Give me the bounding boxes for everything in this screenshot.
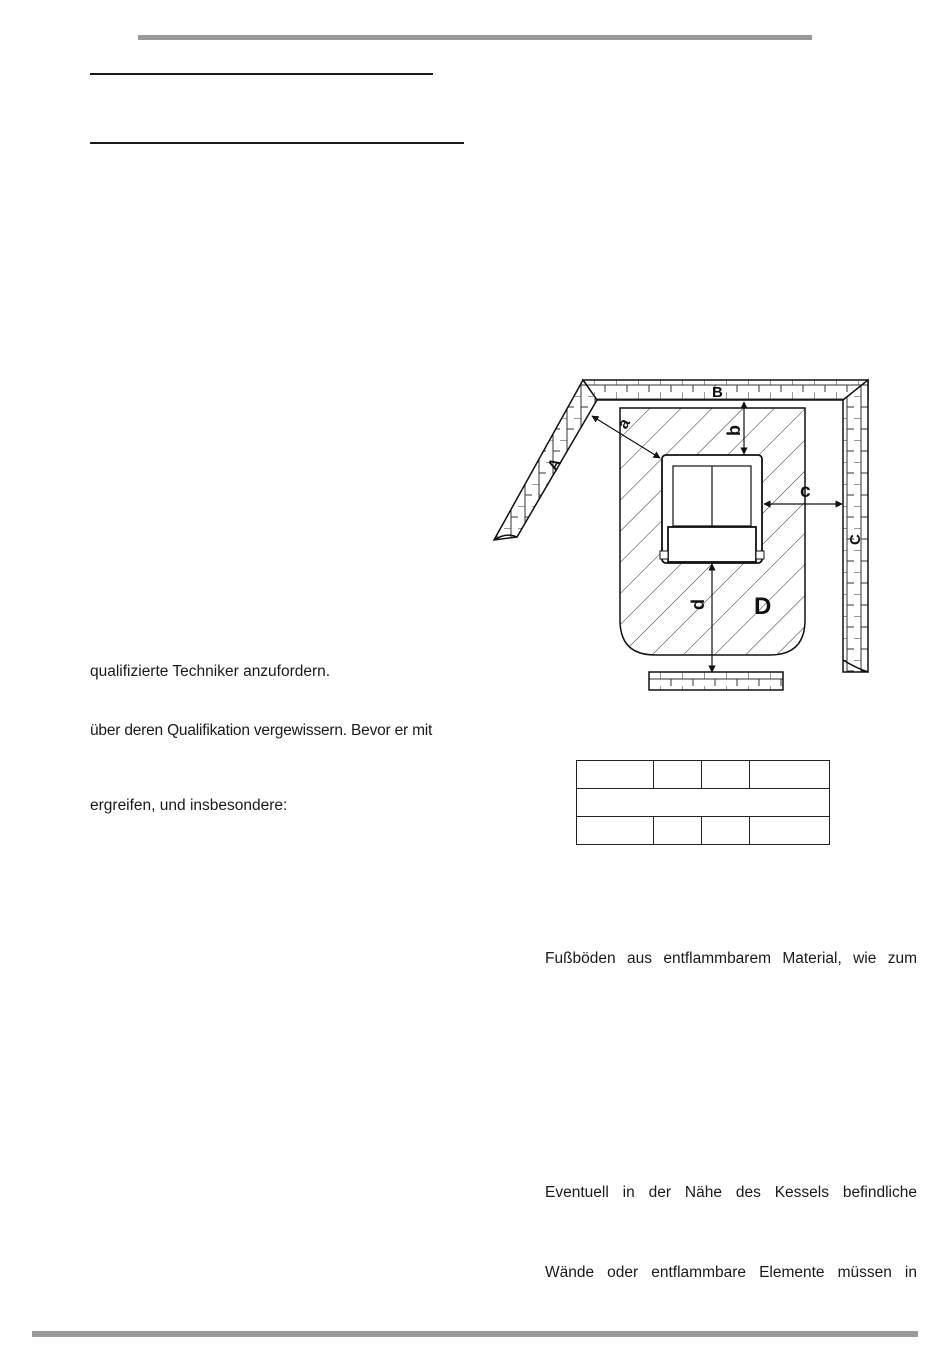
table-row — [577, 817, 830, 845]
clearance-diagram — [490, 372, 880, 702]
boiler — [660, 455, 764, 563]
label-d: d — [688, 599, 708, 610]
label-C: C — [847, 534, 864, 545]
table-cell — [702, 817, 750, 845]
table-cell — [577, 761, 654, 789]
table-cell — [750, 817, 830, 845]
table-cell — [654, 761, 702, 789]
table-cell — [702, 761, 750, 789]
footer-rule — [32, 1331, 918, 1337]
label-a: a — [614, 415, 634, 432]
left-text-line-1: qualifizierte Techniker anzufordern. — [90, 663, 331, 680]
left-text-line-3: ergreifen, und insbesondere: — [90, 797, 288, 814]
heading-underline-1 — [90, 73, 433, 75]
table-cell — [750, 761, 830, 789]
right-text-line-3: Wände oder entflammbare Elemente müssen in — [545, 1264, 917, 1281]
table-row — [577, 789, 830, 817]
label-b: b — [724, 425, 744, 436]
label-A: A — [544, 455, 566, 474]
wall-top — [583, 380, 868, 400]
heading-underline-2 — [90, 142, 464, 144]
right-text-line-1: Fußböden aus entflammbarem Material, wie zum — [545, 950, 917, 967]
table-cell — [577, 789, 830, 817]
table-cell — [577, 817, 654, 845]
right-text-line-2: Eventuell in der Nähe des Kessels befindliche — [545, 1184, 917, 1201]
wall-right — [843, 380, 868, 672]
label-D: D — [754, 593, 772, 620]
table-row — [577, 761, 830, 789]
label-B: B — [712, 384, 723, 401]
table-cell — [654, 817, 702, 845]
left-text-line-2: über deren Qualifikation vergewissern. Bevor er mit — [90, 722, 433, 739]
header-rule — [138, 35, 812, 40]
clearance-table — [576, 760, 830, 845]
floor-brick-strip — [649, 672, 783, 690]
wall-diagonal — [494, 380, 597, 540]
label-c: c — [800, 481, 811, 502]
